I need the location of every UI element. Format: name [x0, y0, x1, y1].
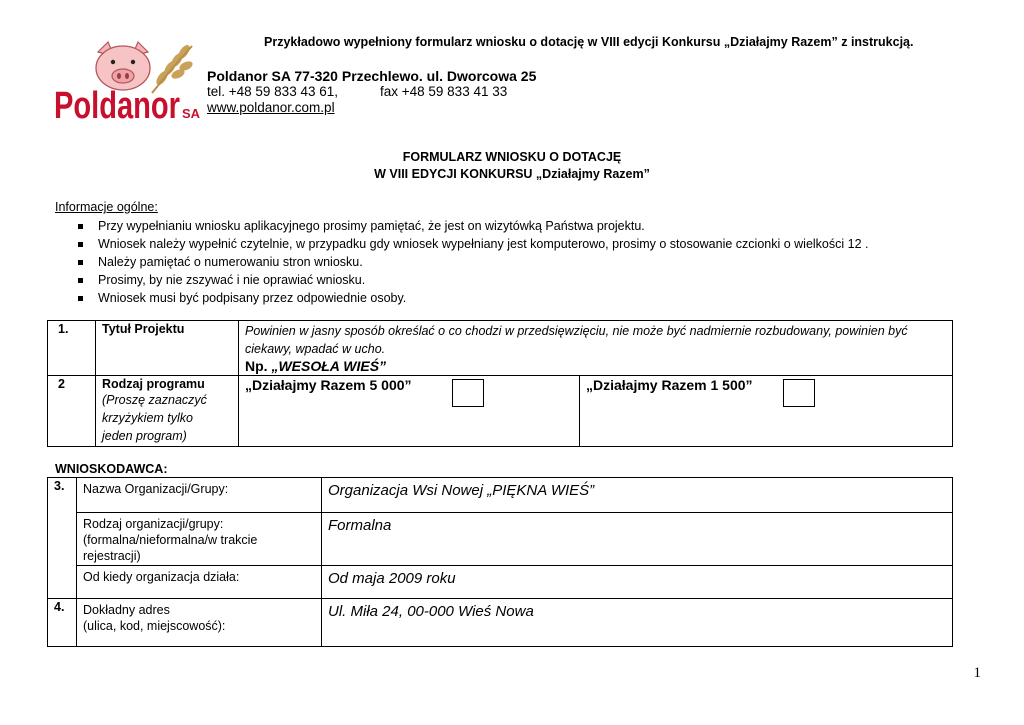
company-name: Poldanor SA 77-320 Przechlewo. ul. Dworcowa 25 — [207, 68, 537, 84]
address-label — [77, 599, 322, 647]
organization-type-label-line: Rodzaj organizacji/grupy: — [83, 517, 224, 531]
form-title-line2: W VIII EDYCJI KONKURSU „Działajmy Razem” — [374, 167, 650, 181]
poldanor-logo — [52, 38, 202, 123]
company-fax: fax +48 59 833 41 33 — [380, 84, 508, 99]
program-type-row — [48, 376, 953, 447]
program-option-5000 — [239, 376, 580, 447]
address-label-line: Dokładny adres — [83, 603, 170, 617]
organization-since-field[interactable]: Od maja 2009 roku — [322, 566, 953, 599]
project-table — [47, 320, 953, 447]
program-option-label: „Działajmy Razem 5 000” — [245, 377, 412, 393]
organization-type-label-hint: (formalna/nieformalna/w trakcie rejestracji) — [83, 533, 258, 563]
table-row — [48, 599, 953, 647]
organization-since-label: Od kiedy organizacja działa: — [77, 566, 322, 599]
example-value: „WESOŁA WIEŚ” — [271, 358, 387, 374]
table-row — [48, 513, 953, 566]
company-website-link[interactable]: www.poldanor.com.pl — [207, 100, 335, 115]
applicant-heading: WNIOSKODAWCA: — [55, 462, 168, 476]
document-header: Przykładowo wypełniony formularz wniosku o dotację w VIII edycji Konkursu „Działajmy Razem” z instrukcją. — [264, 35, 914, 49]
company-tel: tel. +48 59 833 43 61, — [207, 84, 338, 99]
program-type-hint: jeden program) — [102, 429, 187, 443]
list-item: Wniosek musi być podpisany przez odpowiednie osoby. — [55, 289, 868, 307]
organization-type-label — [77, 513, 322, 566]
table-row — [48, 566, 953, 599]
program-type-label-text: Rodzaj programu — [102, 377, 205, 391]
applicant-table — [47, 477, 953, 647]
general-info — [55, 198, 868, 307]
project-title-description: Powinien w jasny sposób określać o co chodzi w przedsięwzięciu, nie może być nadmiernie rozbudowany, powinien być ciekawy, wpadać w ucho. — [245, 324, 908, 356]
project-title-row — [48, 321, 953, 376]
section-number: 4. — [48, 599, 77, 647]
program-option-label: „Działajmy Razem 1 500” — [586, 377, 753, 393]
program-type-label — [96, 376, 239, 447]
form-title-line1: FORMULARZ WNIOSKU O DOTACJĘ — [402, 150, 622, 164]
pig-head-icon — [52, 38, 202, 123]
organization-name-field[interactable]: Organizacja Wsi Nowej „PIĘKNA WIEŚ” — [322, 478, 953, 513]
list-item: Należy pamiętać o numerowaniu stron wniosku. — [55, 253, 868, 271]
example-prefix: Np. — [245, 358, 272, 374]
list-item: Wniosek należy wypełnić czytelnie, w przypadku gdy wniosek wypełniany jest komputerowo, prosimy o stosowanie czcionki o wielkości 12 . — [55, 235, 868, 253]
organization-type-field[interactable]: Formalna — [322, 513, 953, 566]
list-item: Przy wypełnianiu wniosku aplikacyjnego prosimy pamiętać, że jest on wizytówką Państwa projektu. — [55, 217, 868, 235]
logo-suffix: SA — [182, 106, 201, 121]
section-number: 3. — [48, 478, 77, 599]
project-title-label-text: Tytuł Projektu — [102, 322, 185, 336]
company-contact — [207, 68, 536, 116]
project-title-example — [245, 358, 946, 374]
form-title — [0, 149, 1024, 183]
project-title-field[interactable] — [239, 321, 953, 376]
program-1500-checkbox[interactable] — [783, 379, 815, 407]
organization-name-label: Nazwa Organizacji/Grupy: — [77, 478, 322, 513]
project-title-label — [96, 321, 239, 376]
program-type-hint: krzyżykiem tylko — [102, 411, 193, 425]
page-number: 1 — [973, 665, 981, 681]
program-option-1500 — [580, 376, 953, 447]
address-field[interactable]: Ul. Miła 24, 00-000 Wieś Nowa — [322, 599, 953, 647]
section-number: 1. — [48, 321, 96, 376]
general-info-heading: Informacje ogólne: — [55, 200, 158, 214]
section-number: 2 — [48, 376, 96, 447]
general-info-list — [55, 217, 868, 307]
table-row — [48, 478, 953, 513]
logo-text: Poldanor — [54, 85, 181, 123]
list-item: Prosimy, by nie zszywać i nie oprawiać wniosku. — [55, 271, 868, 289]
address-label-hint: (ulica, kod, miejscowość): — [83, 619, 226, 633]
program-type-hint: (Proszę zaznaczyć — [102, 393, 207, 407]
program-5000-checkbox[interactable] — [452, 379, 484, 407]
